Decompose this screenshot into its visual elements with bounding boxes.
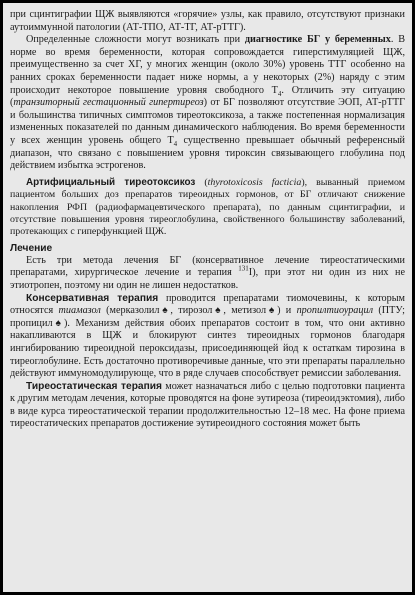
subscript: 4: [173, 139, 178, 148]
superscript: 131: [238, 264, 249, 273]
paragraph-artificial-thyrotoxicosis: [10, 177, 405, 239]
subscript: 4: [277, 89, 282, 98]
text-run: ) от БГ позволяют отсутствие ЭОП, АТ-рТТГ и большинства типичных симптомов тиреотоксикоза, а также постепенная нормализация измененных показателей по данным динамического наблюдения. Во время беременности у всех женщин уровень общего Т: [10, 97, 405, 146]
text-run: ), выванный приемом пациентом больших доз препаратов тиреоидных гормонов, от БГ отличают снижение накопления РФП (радиофармацевтического препарата), по данным сцинтиграфии, и отсутствие повышения уровня тиреоглобулина, свойственного большинству заболеваний, протекающих с гиперфункцией ЩЖ.: [10, 176, 405, 238]
paragraph-conservative-therapy: [10, 293, 405, 381]
paragraph-thyrostatic-therapy: [10, 381, 405, 431]
term-diagnostics-pregnant: диагностике БГ у беременных: [244, 34, 391, 46]
term-conservative-therapy: Консервативная терапия: [26, 292, 159, 304]
text-run: может назначаться либо с целью подготовки пациента к другим методам лечения, которые проводятся на фоне эутиреоза (тиреоидэктомия), либо в виде курса тиреостатической терапии продолжительностью 12–18 мес. На фоне приема тиреостатических препаратов достижение эутиреоидного состояния может быть: [10, 380, 405, 430]
text-run: I), при этот ни один из них не этиотропен, поэтому ни один не лишен недостатков.: [10, 267, 405, 291]
text-run: проводится препаратами тиомочевины, к которым относятся: [10, 292, 405, 317]
text-run: существенно превышает обычный референсный диапазон, что связано с повышением уровня тироксин связывающего глобулина под действием избытка эстрогенов.: [10, 134, 405, 172]
term-thiamazole: тиамазол: [58, 305, 101, 317]
text-run: (: [195, 176, 208, 188]
section-heading-treatment: Лечение: [10, 242, 53, 254]
text-run: . В норме во время беременности, которая сопровождается гиперстимуляцией ЩЖ, преимущественно за счет ХГ, у многих женщин (около 30%) уровень ТТГ особенно на ранних сроках беременности падает ниже нормы, а у некоторых (2%) наряду с этим происходит некоторое повышение уровня свободного Т: [10, 34, 406, 96]
term-thyrostatic-therapy: Тиреостатическая терапия: [26, 380, 162, 392]
text-run: Определенные сложности могут возникать при: [26, 34, 245, 46]
text-run: Есть три метода лечения БГ (консервативное лечение тиреостатическими препаратами, хирургическое лечение и терапия: [10, 254, 405, 279]
text-run: . Отличить эту ситуацию (: [10, 84, 405, 109]
paragraph-scintigraphy: при сцинтиграфии ЩЖ выявляются «горячие» узлы, как правило, отсутствуют признаки аутоиммунной патологии (АТ-ТПО, АТ-ТГ, АТ-рТТГ).: [10, 9, 405, 33]
document-page: [3, 3, 412, 592]
text-run: (ПТУ; пропицил♠). Механизм действия обоих препаратов состоит в том, что они активно накапливаются в ЩЖ и блокируют синтез тиреоидных гормонов благодаря ингибированию тиреоидной пероксидазы, присоединяющей йод к остаткам тирозина в тиреоглобулине. Есть достаточно противоречивые данные, что эти препараты параллельно действуют иммуномодулирующе, что в ряде случаев способствует ремиссии заболевания.: [10, 305, 405, 380]
term-latin: thyrotoxicosis facticia: [207, 176, 302, 188]
term-artificial-thyrotoxicosis: Артифициальный тиреотоксикоз: [26, 176, 196, 188]
term-propylthiouracil: пропилтиоурацил: [296, 305, 374, 317]
term-transient-hyperthyroidism: транзиторный гестационный гипертиреоз: [13, 97, 204, 109]
paragraph-treatment-methods: [10, 255, 405, 293]
text-run: (мерказолил♠, тирозол♠, метизол♠) и: [100, 305, 297, 317]
paragraph-pregnancy-diagnostics: [10, 34, 405, 173]
